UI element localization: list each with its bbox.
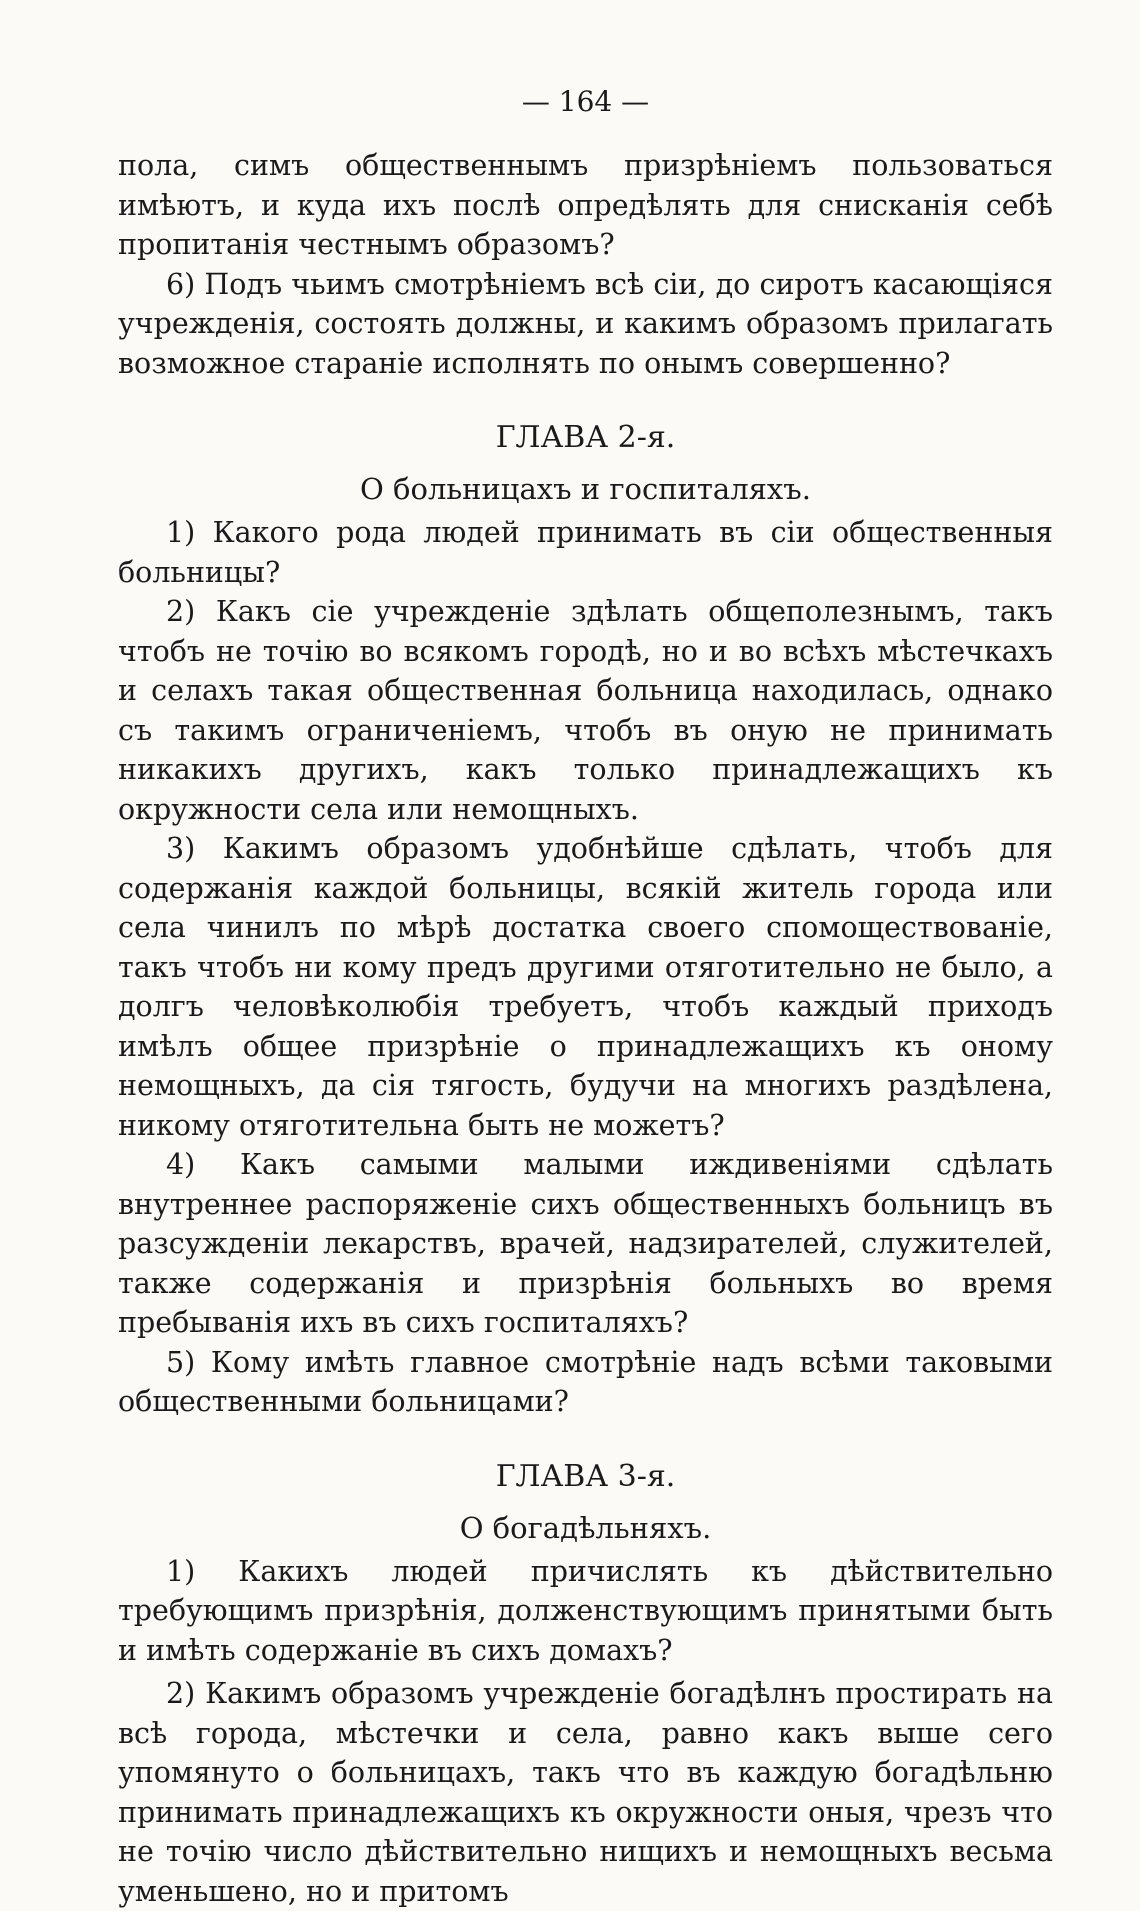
- chapter-3-title: ГЛАВА 3-я.: [495, 1458, 676, 1494]
- intro-continuation-paragraph: пола, симъ общественнымъ призрѣніемъ пользоваться имѣютъ, и куда ихъ послѣ опредѣлять для снисканія себѣ пропитанія честнымъ образомъ?: [118, 149, 1053, 261]
- intro-item-6: 6) Подъ чьимъ смотрѣніемъ всѣ сіи, до сиротъ касающіяся учрежденія, состоять должны, и какимъ образомъ прилагать возможное стараніе исполнять по онымъ совершенно?: [118, 267, 1053, 380]
- page-number: — 164 —: [521, 85, 650, 118]
- chapter-2-item-3: 3) Какимъ образомъ удобнѣйше сдѣлать, чтобъ для содержанія каждой больницы, всякій житель города или села чинилъ по мѣрѣ достатка своего спомоществованіе, такъ чтобъ ни кому предъ другими отяготительно не было, а долгъ человѣколюбія требуетъ, чтобъ каждый приходъ имѣлъ общее призрѣніе о принадлежащихъ къ оному немощныхъ, да сія тягость, будучи на многихъ раздѣлена, никому отяготительна быть не можетъ?: [118, 832, 1053, 1142]
- chapter-2-item-4: 4) Какъ самыми малыми иждивеніями сдѣлать внутреннее распоряженіе сихъ общественныхъ больницъ въ разсужденіи лекарствъ, врачей, надзирателей, служителей, также содержанія и призрѣнія больныхъ во время пребыванія ихъ въ сихъ госпиталяхъ?: [118, 1148, 1053, 1339]
- chapter-3-subtitle: О богадѣльняхъ.: [459, 1510, 712, 1545]
- chapter-2-item-2: 2) Какъ сіе учрежденіе здѣлать общеполезнымъ, такъ чтобъ не точію во всякомъ городѣ, но и во всѣхъ мѣстечкахъ и селахъ такая общественная больница находилась, однако съ такимъ ограниченіемъ, чтобъ въ оную не принимать никакихъ другихъ, какъ только принадлежащихъ къ окружности села или немощныхъ.: [118, 595, 1053, 826]
- document-page: [118, 82, 1053, 1911]
- chapter-2-item-5: 5) Кому имѣть главное смотрѣніе надъ всѣми таковыми общественными больницами?: [118, 1345, 1053, 1418]
- chapter-2-title: ГЛАВА 2-я.: [495, 420, 676, 455]
- chapter-2-item-1: 1) Какого рода людей принимать въ сіи общественныя больницы?: [118, 516, 1053, 589]
- chapter-3-item-1: 1) Какихъ людей причислять къ дѣйствительно требующимъ призрѣнія, долженствующимъ принятыми быть и имѣть содержаніе въ сихъ домахъ?: [118, 1554, 1053, 1667]
- chapter-2-subtitle: О больницахъ и госпиталяхъ.: [360, 472, 811, 506]
- chapter-3-item-2: 2) Какимъ образомъ учрежденіе богадѣлнъ простирать на всѣ города, мѣстечки и села, равно какъ выше сего упомянуто о больницахъ, такъ что въ каждую богадѣльню принимать принадлежащихъ къ окружности оныя, чрезъ что не точію число дѣйствительно нищихъ и немощныхъ весьма уменьшено, но и притомъ: [118, 1677, 1053, 1908]
